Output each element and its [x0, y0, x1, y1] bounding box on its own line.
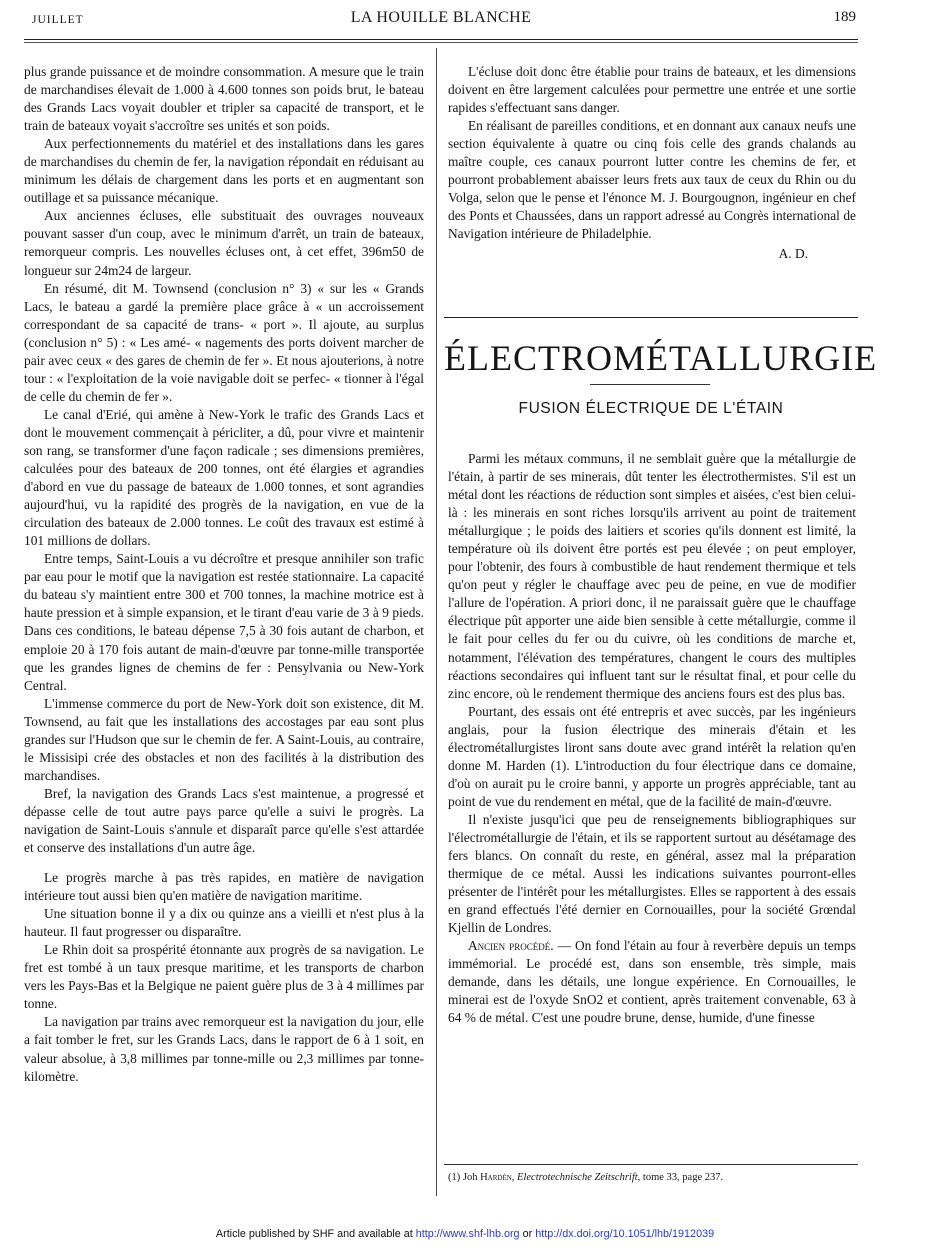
- paragraph: [448, 937, 856, 1027]
- article-title: FUSION ÉLECTRIQUE DE L'ÉTAIN: [518, 400, 784, 417]
- subsection-label: Ancien procédé.: [468, 938, 554, 954]
- footnote-author: Hardén,: [480, 1172, 515, 1183]
- paragraph: L'immense commerce du port de New-York doit son existence, dit M. Townsend, au fait que les installations des accostages par eau sont plus grandes sur l'Hudson que sur le chemin de fer. A Saint-Louis, au contraire, le Missisipi crée des obstacles et non des facilités à la distribution des marchandises.: [24, 695, 424, 783]
- footnote-marker: (1) Joh: [448, 1172, 478, 1183]
- paragraph: plus grande puissance et de moindre consommation. A mesure que le train de marchandises élevait de 1.000 à 4.600 tonnes son poids brut, le bateau des Grands Lacs voyait doubler et tripler sa capacité de transport, et le train de bateaux voyait s'accroître ses unités et son poids.: [24, 64, 424, 134]
- page-header: [26, 8, 856, 34]
- paragraph: Aux perfectionnements du matériel et des installations dans les gares de marchandises du chemin de fer, la navigation répondait en réduisant au minimum les délais de chargement dans les ports et en augmentant son outillage et sa puissance mécanique.: [24, 136, 424, 206]
- header-rule-thin: [24, 42, 858, 43]
- title-rule: [590, 384, 710, 385]
- footnote-rule: [444, 1164, 858, 1165]
- footnote: [448, 1172, 856, 1183]
- footer-or: or: [522, 1228, 533, 1240]
- paragraph: Pourtant, des essais ont été entrepris et avec succès, par les ingénieurs anglais, pour la fusion électrique des minerais d'étain et les électrométallurgistes liront sans doute avec grand intérêt la relation qu'en donne M. Harden (1). L'introduction du four électrique dans ce domaine, d'où on aurait pu le croire banni, y apporte un progrès appréciable, tant au point de vue du rendement en métal, que de la facilité de main-d'œuvre.: [448, 703, 856, 809]
- paragraph: Le progrès marche à pas très rapides, en matière de navigation intérieure tout aussi bien qu'en matière de navigation maritime.: [24, 870, 424, 904]
- left-column: [24, 63, 424, 1086]
- paragraph: En résumé, dit M. Townsend (conclusion n° 3) « sur les « Grands Lacs, le bateau a gardé la première place grâce à « un accroissement correspondant de sa capacité de trans- « port ». Il ajoute, au surplus (conclusion n° 5) : « Les amé- « nagements des ports doivent marcher de pair avec ceux « des gares de chemin de fer ». Et nous ajouterions, à notre tour : « l'exploitation de la voie navigable doit se perfec- « tionner à l'égal de celle du chemin de fer ».: [24, 280, 424, 404]
- page-footer: [0, 1228, 930, 1240]
- right-column-main: [448, 450, 856, 1028]
- right-column-top: [448, 63, 856, 264]
- page-number: 189: [833, 9, 856, 25]
- paragraph: L'écluse doit donc être établie pour trains de bateaux, et les dimensions doivent en être largement calculées pour permettre une entrée et une sortie rapides s'effectuant sans danger.: [448, 64, 856, 116]
- paragraph: Parmi les métaux communs, il ne semblait guère que la métallurgie de l'étain, à partir de ses minerais, dût tenter les électrothermistes. S'il est un métal dont les réactions de réduction sont simples et aisées, c'est bien celui-là : les minerais en sont riches lorsqu'ils arrivent au point de traitement métallurgique ; le poids des laitiers et scories qu'ils donnent est limité, la température où ils doivent être portés est peu élevée ; on peut employer, pour l'obtenir, des fours à combustible de haut rendement thermique et tels qu'on peut y régler le chauffage avec peu de peine, en vue de modifier l'allure de l'opération. A priori donc, il ne paraissait guère que le chauffage électrique pût apporter une aide bien sensible à cette métallurgie, comme il le fait pour celles du fer ou du cuivre, où les conditions de marche et, notamment, l'élévation des températures, changent le cours des multiples réactions secondaires qui influent tant sur le résultat final, et pour celle du zinc encore, où le rendement thermique des anciens fours est des plus bas.: [448, 451, 856, 701]
- subsection-text: — On fond l'étain au four à reverbère depuis un temps immémorial. Le procédé est, dans son ensemble, très simple, mais demande, dans les détails, une longue expérience. En Cornouailles, le minerai est de l'oxyde SnO2 et contient, après traitement convenable, 63 à 64 % de métal. C'est une poudre brune, dense, humide, d'une finesse: [448, 938, 856, 1026]
- footer-prefix: Article published by SHF and available at: [215, 1228, 413, 1240]
- section-rule: [444, 317, 858, 318]
- journal-title: LA HOUILLE BLANCHE: [350, 9, 532, 26]
- header-month: JUILLET: [32, 14, 84, 26]
- footnote-journal: Electrotechnische Zeitschrift,: [517, 1172, 641, 1183]
- footer-link-doi[interactable]: http://dx.doi.org/10.1051/lhb/1912039: [535, 1228, 715, 1240]
- paragraph: En réalisant de pareilles conditions, et en donnant aux canaux neufs une section équivalente à quatre ou cinq fois celle des grands chalands au maître couple, ces canaux pourront lutter contre les chemins de fer, et pourront probablement abaisser leurs frets aux taux de ceux du Rhin ou du Volga, selon que le pense et l'énonce M. J. Bourgougnon, ingénieur en chef des Ponts et Chaussées, dans un rapport adressé au Congrès international de Navigation intérieure de Philadelphie.: [448, 118, 856, 242]
- section-title: ÉLECTROMÉTALLURGIE: [444, 338, 878, 378]
- paragraph: Aux anciennes écluses, elle substituait des ouvrages nouveaux pouvant sasser d'un coup, avec le minimum d'arrêt, un train de bateaux, remorqueur compris. Les nouvelles écluses ont, à cet effet, 396m50 de longueur sur 24m24 de largeur.: [24, 208, 424, 278]
- column-divider: [436, 48, 437, 1196]
- footer-link-shf[interactable]: http://www.shf-lhb.org: [415, 1228, 520, 1240]
- paragraph: Bref, la navigation des Grands Lacs s'est maintenue, a progressé et dépasse celle de tout autre pays parce qu'elle a suivi le progrès. La navigation de Saint-Louis s'annule et disparaît parce qu'elle s'est attardée et conserve des installations d'un autre âge.: [24, 785, 424, 856]
- paragraph: Entre temps, Saint-Louis a vu décroître et presque annihiler son trafic par eau pour le motif que la navigation est restée stationnaire. La capacité du bateau s'y maintient entre 300 et 700 tonnes, la machine motrice est à haute pression et à simple expansion, et le tirant d'eau varie de 3 à 9 pieds. Dans ces conditions, le bateau dépense 7,5 à 30 fois autant de charbon, et emploie 20 à 170 fois autant de main-d'œuvre par tonne-mille transportée que les grandes lignes de chemins de fer : Pensylvania ou New-York Central.: [24, 551, 424, 693]
- paragraph: Il n'existe jusqu'ici que peu de renseignements bibliographiques sur l'électrométallurgie de l'étain, et ils se rapportent surtout au désétamage des fers blancs. On connaît du reste, en général, assez mal la préparation thermique de ce métal. Aussi les indications suivantes pourront-elles présenter de l'intérêt pour les métallurgistes. Elles se rapportent à des essais en grand effectués l'été dernier en Cornouailles, pour la société Grœndal Kjellin de Londres.: [448, 811, 856, 936]
- paragraph-gap: [24, 857, 424, 869]
- paragraph: Une situation bonne il y a dix ou quinze ans a vieilli et n'est plus à la hauteur. Il faut progresser ou disparaître.: [24, 906, 424, 940]
- author-signature: A. D.: [778, 246, 808, 262]
- footnote-rest: tome 33, page 237.: [642, 1172, 724, 1183]
- header-rule: [24, 39, 858, 40]
- paragraph: Le Rhin doit sa prospérité étonnante aux progrès de sa navigation. Le fret est tombé à un taux presque maritime, et les transports de charbon vers les Pays-Bas et la Belgique ne paient guère plus de 3 à 4 millimes par tonne.: [24, 942, 424, 1012]
- paragraph: Le canal d'Erié, qui amène à New-York le trafic des Grands Lacs et dont le mouvement commençait à péricliter, a dû, pour vivre et maintenir son rang, se transformer d'une façon radicale ; ses dimensions premières, calculées pour des bateaux de 200 tonnes, ont été élargies et agrandies d'abord en vue du passage de bateaux de 1.000 tonnes, et sont agrandies aujourd'hui, vu la rapidité des progrès de la navigation, en vue de la circulation des bateaux de 2.000 tonnes. Le coût des travaux est estimé à 101 millions de dollars.: [24, 406, 424, 549]
- paragraph: La navigation par trains avec remorqueur est la navigation du jour, elle a fait tomber le fret, sur les Grands Lacs, dans le rapport de 6 à 1 soit, en valeur absolue, à 3,8 millimes par tonne-mille ou 2,3 millimes par tonne-kilomètre.: [24, 1014, 424, 1084]
